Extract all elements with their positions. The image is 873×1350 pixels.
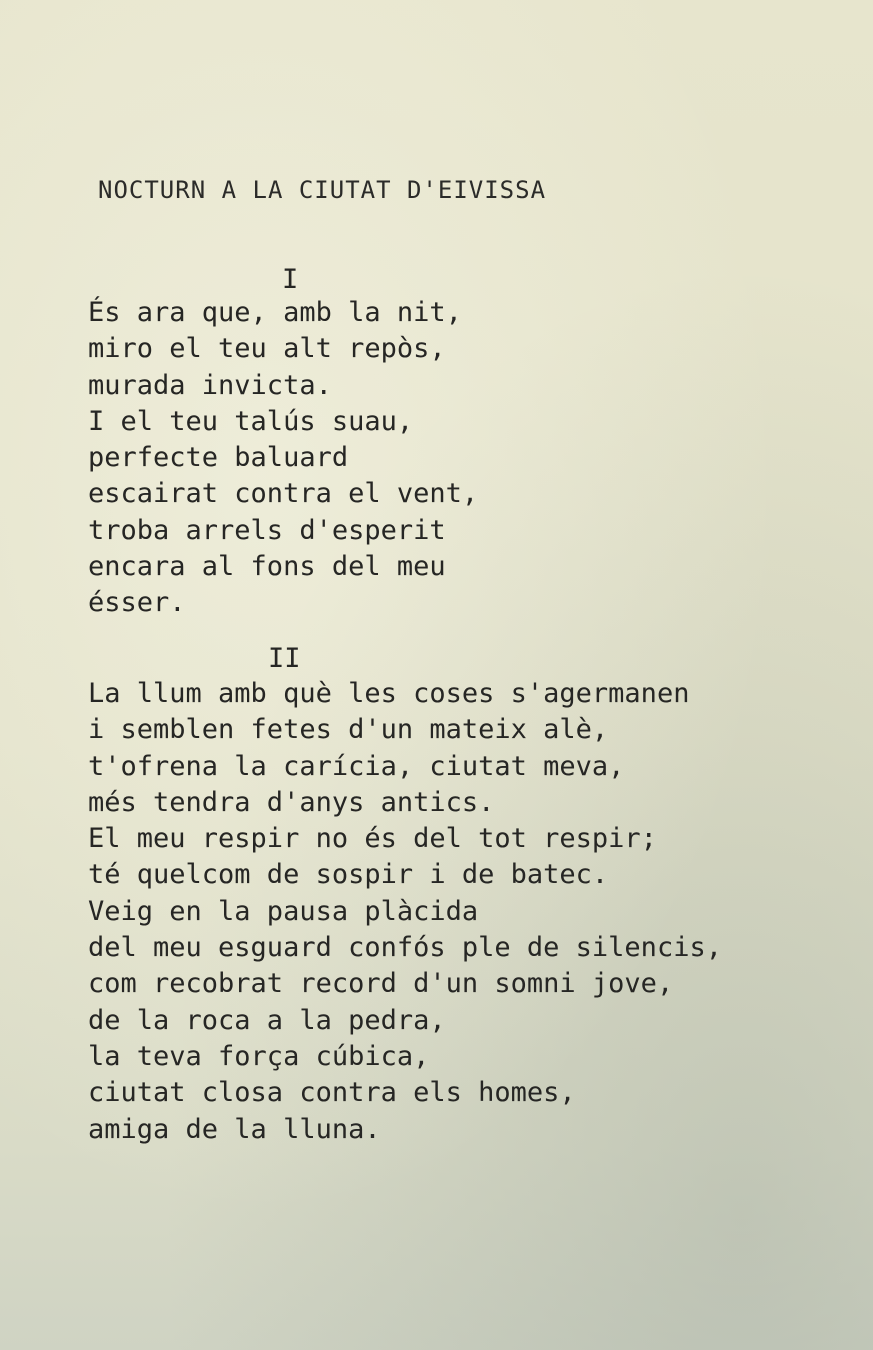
poem-title: NOCTURN A LA CIUTAT D'EIVISSA: [98, 176, 547, 204]
poem-line: té quelcom de sospir i de batec.: [88, 859, 609, 891]
poem-line: escairat contra el vent,: [88, 478, 479, 510]
poem-line: La llum amb què les coses s'agermanen: [88, 678, 690, 709]
poem-line: més tendra d'anys antics.: [88, 786, 495, 818]
poem-line: del meu esguard confós ple de silencis,: [88, 932, 722, 964]
section-number-2: II: [268, 643, 301, 674]
poem-line: amiga de la lluna.: [88, 1113, 381, 1145]
poem-line: ésser.: [88, 587, 186, 619]
poem-line: I el teu talús suau,: [88, 405, 414, 437]
poem-line: com recobrat record d'un somni jove,: [88, 968, 674, 1000]
poem-line: perfecte baluard: [88, 442, 349, 474]
poem-line: ciutat closa contra els homes,: [88, 1077, 576, 1109]
section-number-1: I: [282, 264, 299, 295]
poem-line: murada invicta.: [88, 369, 332, 401]
poem-line: de la roca a la pedra,: [88, 1004, 446, 1036]
poem-line: troba arrels d'esperit: [88, 514, 446, 546]
poem-line: i semblen fetes d'un mateix alè,: [88, 714, 609, 746]
poem-line: la teva força cúbica,: [88, 1040, 430, 1072]
stanza-2: [88, 676, 722, 1148]
poem-line: És ara que, amb la nit,: [88, 297, 462, 328]
poem-line: miro el teu alt repòs,: [88, 333, 446, 365]
poem-line: t'ofrena la carícia, ciutat meva,: [88, 750, 625, 782]
poem-line: encara al fons del meu: [88, 551, 446, 583]
stanza-1: [88, 295, 478, 622]
poem-line: Veig en la pausa plàcida: [88, 895, 479, 927]
poem-line: El meu respir no és del tot respir;: [88, 823, 657, 855]
